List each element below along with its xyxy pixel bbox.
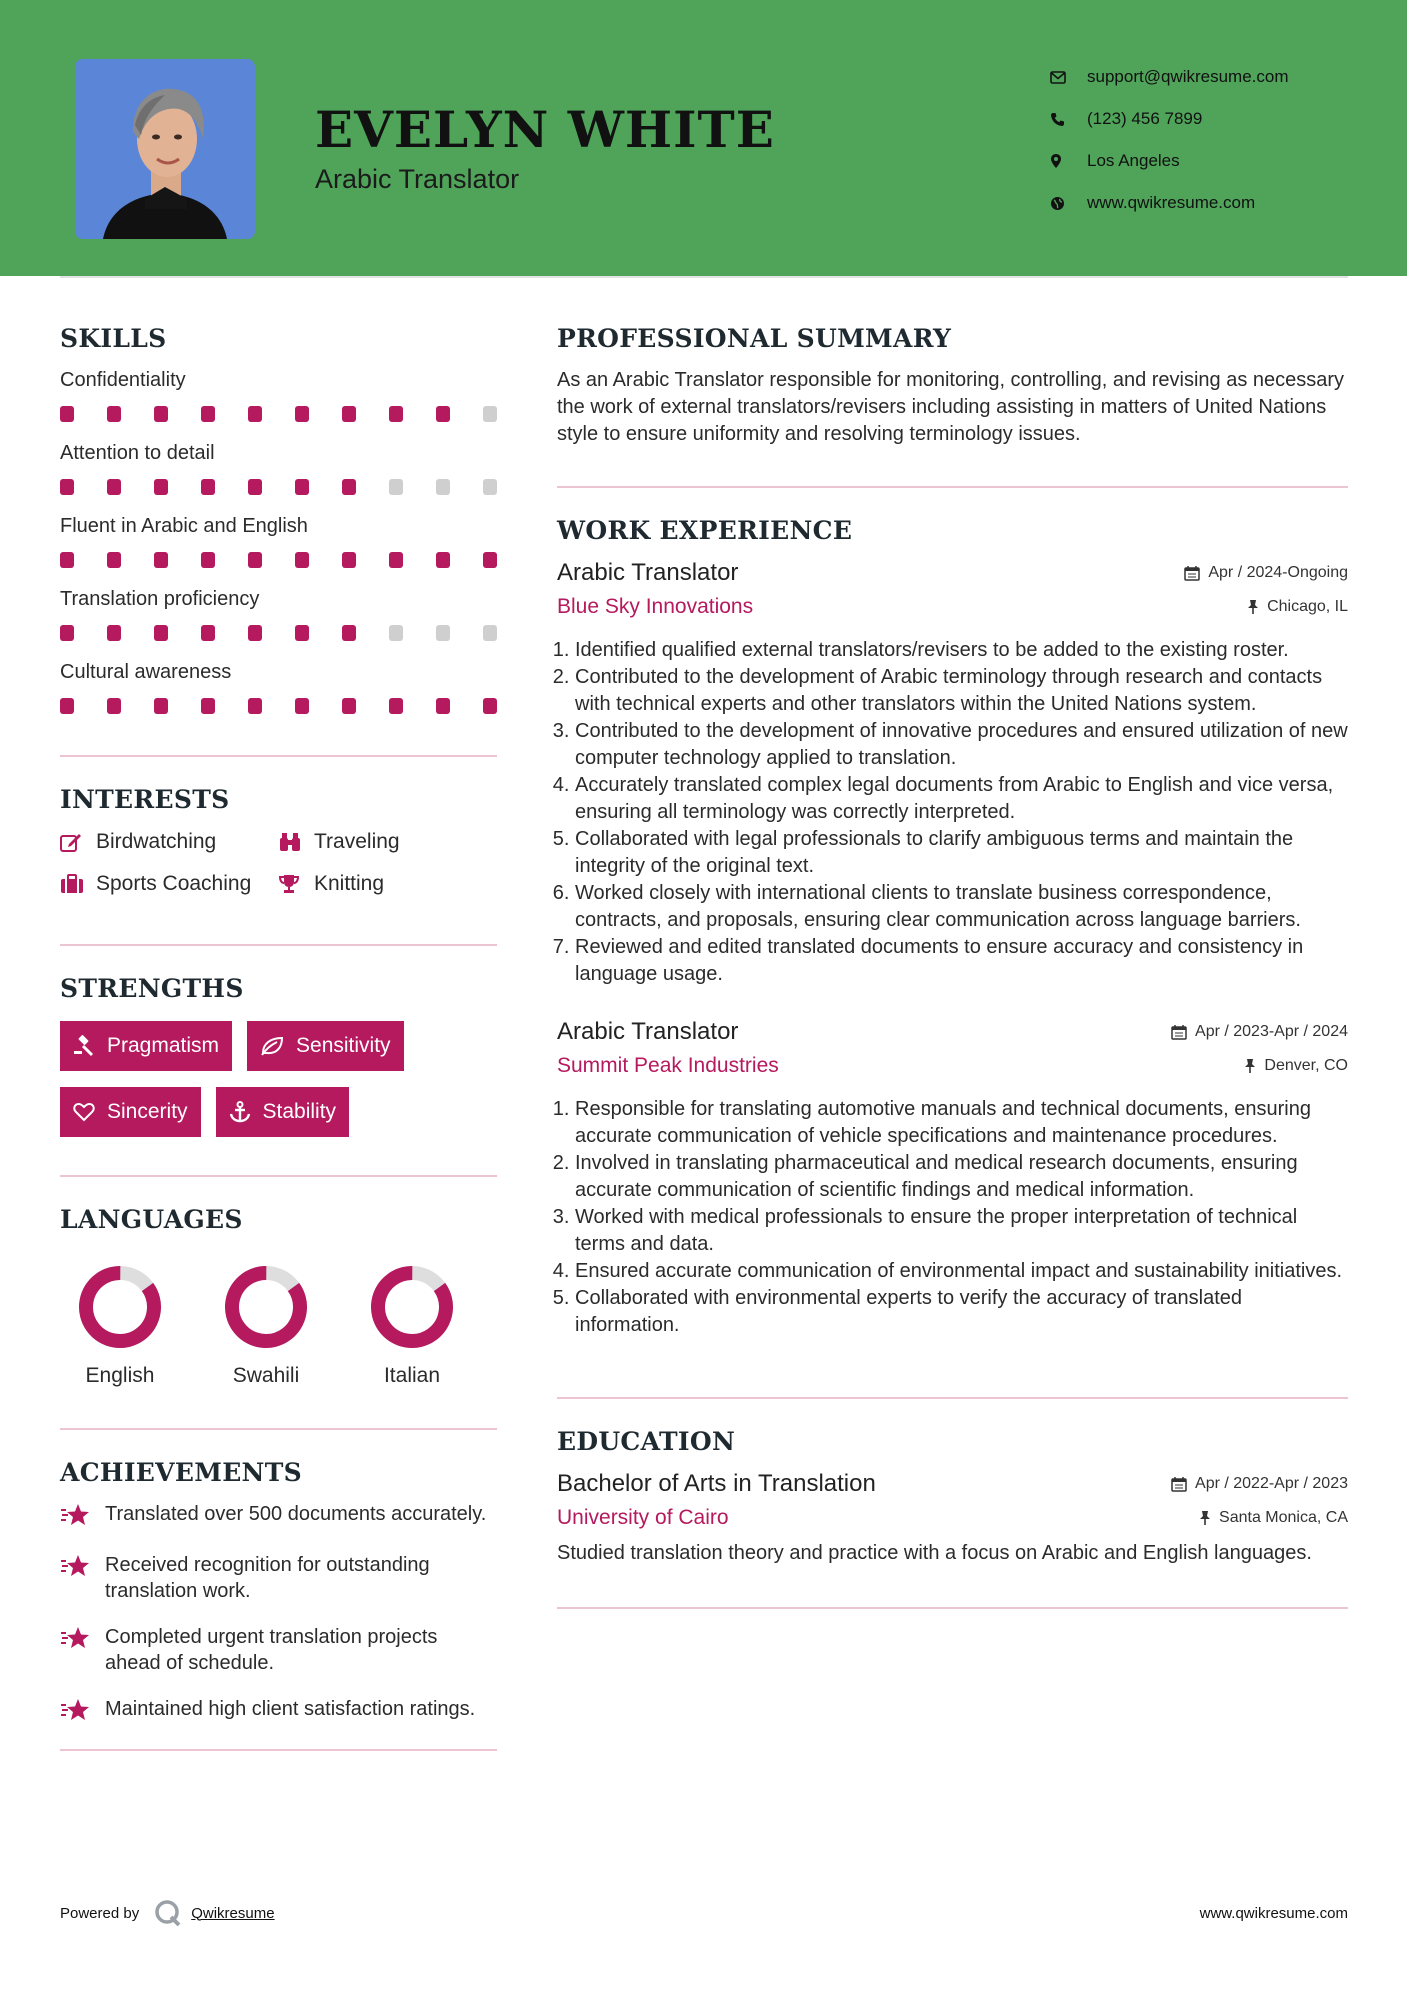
job-date: Apr / 2023-Apr / 2024 (1171, 1023, 1348, 1041)
language-ring (75, 1262, 165, 1352)
languages-section (60, 1177, 497, 1388)
language-item (339, 1262, 485, 1388)
achievements-list (60, 1501, 497, 1727)
list-item: 1. Responsible for translating automotive manuals and technical documents, ensuring accurate communication of vehicle specifications and maintenance procedures. (575, 1096, 1348, 1150)
list-item: 2. Contributed to the development of Arabic terminology through research and contacts with technical experts and other translators within the United Nations system. (575, 664, 1348, 718)
rating-dot (201, 406, 215, 422)
rating-dot (295, 625, 309, 641)
map-pin-icon (1050, 153, 1087, 169)
rating-dot (201, 625, 215, 641)
school-name: University of Cairo (557, 1506, 729, 1529)
list-item: 5. Collaborated with legal professionals to clarify ambiguous terms and maintain the integrity of the original text. (575, 826, 1348, 880)
strength-tag: Sensitivity (247, 1021, 404, 1071)
envelope-icon (1050, 71, 1087, 84)
achievement-item: Translated over 500 documents accurately. (60, 1501, 497, 1532)
skill-rating (60, 625, 497, 641)
language-label: Italian (383, 1364, 441, 1387)
rating-dot (483, 698, 497, 714)
degree-title: Bachelor of Arts in Translation (557, 1470, 876, 1497)
interest-item: Birdwatching (60, 830, 278, 854)
star-icon (60, 1624, 105, 1655)
left-column (60, 276, 497, 1751)
education-title: EDUCATION (557, 1427, 736, 1456)
education-section (557, 1399, 1348, 1567)
trophy-icon (278, 874, 314, 894)
list-item: 4. Accurately translated complex legal documents from Arabic to English and vice versa, ensuring all terminology was correctly interpreted. (575, 772, 1348, 826)
rating-dot (248, 479, 262, 495)
rating-dot (295, 406, 309, 422)
job-location: Denver, CO (1244, 1057, 1348, 1075)
language-ring (221, 1262, 311, 1352)
achievement-item: Completed urgent translation projects ahead of schedule. (60, 1624, 497, 1676)
rating-dot (483, 552, 497, 568)
skills-list (60, 369, 497, 734)
languages-title: LANGUAGES (60, 1205, 243, 1234)
languages-list (47, 1262, 497, 1388)
skill-item (60, 588, 497, 661)
rating-dot (248, 625, 262, 641)
skills-section (60, 276, 497, 734)
interests-section (60, 757, 497, 896)
rating-dot (60, 698, 74, 714)
globe-icon (1050, 196, 1087, 211)
job-entry (557, 1018, 1348, 1339)
job-title: Arabic Translator (557, 559, 739, 586)
rating-dot (201, 552, 215, 568)
rating-dot (295, 552, 309, 568)
skill-rating (60, 552, 497, 568)
phone-icon (1050, 112, 1087, 127)
heart-icon (73, 1102, 95, 1122)
job-bullets (557, 1096, 1348, 1339)
skill-item (60, 661, 497, 734)
skill-rating (60, 479, 497, 495)
language-label: Swahili (232, 1364, 300, 1387)
interest-item: Traveling (278, 830, 478, 854)
list-item: 5. Collaborated with environmental experts to verify the accuracy of translated information. (575, 1285, 1348, 1339)
skill-rating (60, 406, 497, 422)
qwikresume-logo-icon (153, 1898, 183, 1928)
rating-dot (60, 625, 74, 641)
list-item: 3. Contributed to the development of innovative procedures and ensured utilization of new computer technology applied to translation. (575, 718, 1348, 772)
candidate-name: EVELYN WHITE (315, 100, 775, 159)
strengths-list (60, 1021, 497, 1137)
pushpin-icon (1247, 599, 1259, 615)
suitcase-icon (60, 874, 96, 894)
interests-list (60, 830, 497, 896)
interests-title: INTERESTS (60, 785, 230, 814)
summary-text: As an Arabic Translator responsible for monitoring, controlling, and revising as necessary the work of external translators/revisers including assisting in matters of United Nations style to ensure uniformity and resolving terminology issues. (557, 369, 1345, 445)
calendar-icon (1171, 1476, 1187, 1492)
rating-dot (107, 552, 121, 568)
rating-dot (389, 479, 403, 495)
rating-dot (107, 698, 121, 714)
contact-email[interactable]: support@qwikresume.com (1050, 56, 1289, 98)
rating-dot (436, 406, 450, 422)
resume-header (0, 0, 1407, 276)
experience-title: WORK EXPERIENCE (557, 516, 853, 545)
rating-dot (389, 552, 403, 568)
skill-item (60, 369, 497, 442)
strength-tag: Sincerity (60, 1087, 201, 1137)
summary-title: PROFESSIONAL SUMMARY (557, 324, 952, 353)
contact-location: Los Angeles (1050, 140, 1289, 182)
job-company: Blue Sky Innovations (557, 595, 754, 618)
contact-phone[interactable]: (123) 456 7899 (1050, 98, 1289, 140)
language-item (193, 1262, 339, 1388)
list-item: 4. Ensured accurate communication of environmental impact and sustainability initiatives. (575, 1258, 1348, 1285)
education-date: Apr / 2022-Apr / 2023 (1171, 1475, 1348, 1493)
rating-dot (201, 479, 215, 495)
strengths-title: STRENGTHS (60, 974, 244, 1003)
rating-dot (154, 552, 168, 568)
footer (60, 1898, 1348, 1928)
strengths-section (60, 946, 497, 1137)
job-title: Arabic Translator (557, 1018, 739, 1045)
list-item: 6. Worked closely with international clients to translate business correspondence, contracts, and proposals, ensuring clear communication across language barriers. (575, 880, 1348, 934)
rating-dot (154, 625, 168, 641)
job-bullets (557, 637, 1348, 988)
interest-item: Sports Coaching (60, 872, 278, 896)
pushpin-icon (1244, 1058, 1256, 1074)
rating-dot (107, 479, 121, 495)
rating-dot (389, 625, 403, 641)
rating-dot (436, 698, 450, 714)
interest-item: Knitting (278, 872, 478, 896)
rating-dot (107, 625, 121, 641)
rating-dot (60, 406, 74, 422)
rating-dot (342, 479, 356, 495)
gavel-icon (73, 1035, 95, 1057)
skill-item (60, 515, 497, 588)
footer-url[interactable]: www.qwikresume.com (1199, 1904, 1348, 1922)
pencil-square-icon (60, 832, 96, 852)
rating-dot (107, 406, 121, 422)
achievements-title: ACHIEVEMENTS (60, 1458, 302, 1487)
candidate-title: Arabic Translator (315, 164, 520, 194)
skill-rating (60, 698, 497, 714)
language-label: English (85, 1364, 155, 1387)
rating-dot (154, 698, 168, 714)
education-location: Santa Monica, CA (1199, 1509, 1348, 1527)
rating-dot (483, 406, 497, 422)
job-company: Summit Peak Industries (557, 1054, 779, 1077)
contact-website[interactable]: www.qwikresume.com (1050, 182, 1289, 224)
skill-name: Attention to detail (60, 442, 215, 464)
rating-dot (248, 698, 262, 714)
rating-dot (436, 479, 450, 495)
list-item: 2. Involved in translating pharmaceutical and medical research documents, ensuring accurate communication of scientific findings and medical information. (575, 1150, 1348, 1204)
education-text: Studied translation theory and practice with a focus on Arabic and English languages. (557, 1542, 1312, 1564)
calendar-icon (1171, 1024, 1187, 1040)
language-ring (367, 1262, 457, 1352)
rating-dot (342, 406, 356, 422)
powered-by: Powered by Qwikresume (60, 1898, 275, 1928)
strength-tag: Pragmatism (60, 1021, 232, 1071)
star-icon (60, 1501, 105, 1532)
rating-dot (201, 698, 215, 714)
right-column (557, 276, 1348, 1609)
rating-dot (389, 406, 403, 422)
rating-dot (483, 625, 497, 641)
job-location: Chicago, IL (1247, 598, 1348, 616)
skill-name: Fluent in Arabic and English (60, 515, 308, 537)
rating-dot (436, 625, 450, 641)
language-item (47, 1262, 193, 1388)
skill-name: Translation proficiency (60, 588, 260, 610)
rating-dot (342, 698, 356, 714)
job-entry (557, 559, 1348, 988)
rating-dot (154, 479, 168, 495)
summary-section (557, 276, 1348, 448)
rating-dot (60, 552, 74, 568)
rating-dot (342, 625, 356, 641)
skills-title: SKILLS (60, 324, 167, 353)
rating-dot (248, 406, 262, 422)
section-divider (60, 1749, 497, 1751)
skill-name: Cultural awareness (60, 661, 232, 683)
qwikresume-link[interactable]: Qwikresume (191, 1904, 275, 1922)
rating-dot (248, 552, 262, 568)
strength-tag: Stability (216, 1087, 350, 1137)
rating-dot (389, 698, 403, 714)
list-item: 1. Identified qualified external translators/revisers to be added to the existing roster. (575, 637, 1348, 664)
star-icon (60, 1696, 105, 1727)
achievements-section (60, 1430, 497, 1727)
rating-dot (154, 406, 168, 422)
skill-item (60, 442, 497, 515)
list-item: 3. Worked with medical professionals to ensure the proper interpretation of technical terms and data. (575, 1204, 1348, 1258)
rating-dot (483, 479, 497, 495)
rating-dot (60, 479, 74, 495)
achievement-item: Maintained high client satisfaction ratings. (60, 1696, 497, 1727)
skill-name: Confidentiality (60, 369, 186, 391)
contact-list (1050, 56, 1289, 224)
rating-dot (295, 698, 309, 714)
calendar-icon (1184, 565, 1200, 581)
star-icon (60, 1552, 105, 1583)
achievement-item: Received recognition for outstanding translation work. (60, 1552, 497, 1604)
job-date: Apr / 2024-Ongoing (1184, 564, 1348, 582)
pushpin-icon (1199, 1510, 1211, 1526)
profile-photo (75, 59, 255, 239)
rating-dot (436, 552, 450, 568)
rating-dot (295, 479, 309, 495)
section-divider (557, 1607, 1348, 1609)
experience-section (557, 488, 1348, 1339)
binoculars-icon (278, 832, 314, 852)
anchor-icon (229, 1101, 251, 1123)
list-item: 7. Reviewed and edited translated documents to ensure accuracy and consistency in language usage. (575, 934, 1348, 988)
leaf-icon (260, 1036, 284, 1056)
rating-dot (342, 552, 356, 568)
